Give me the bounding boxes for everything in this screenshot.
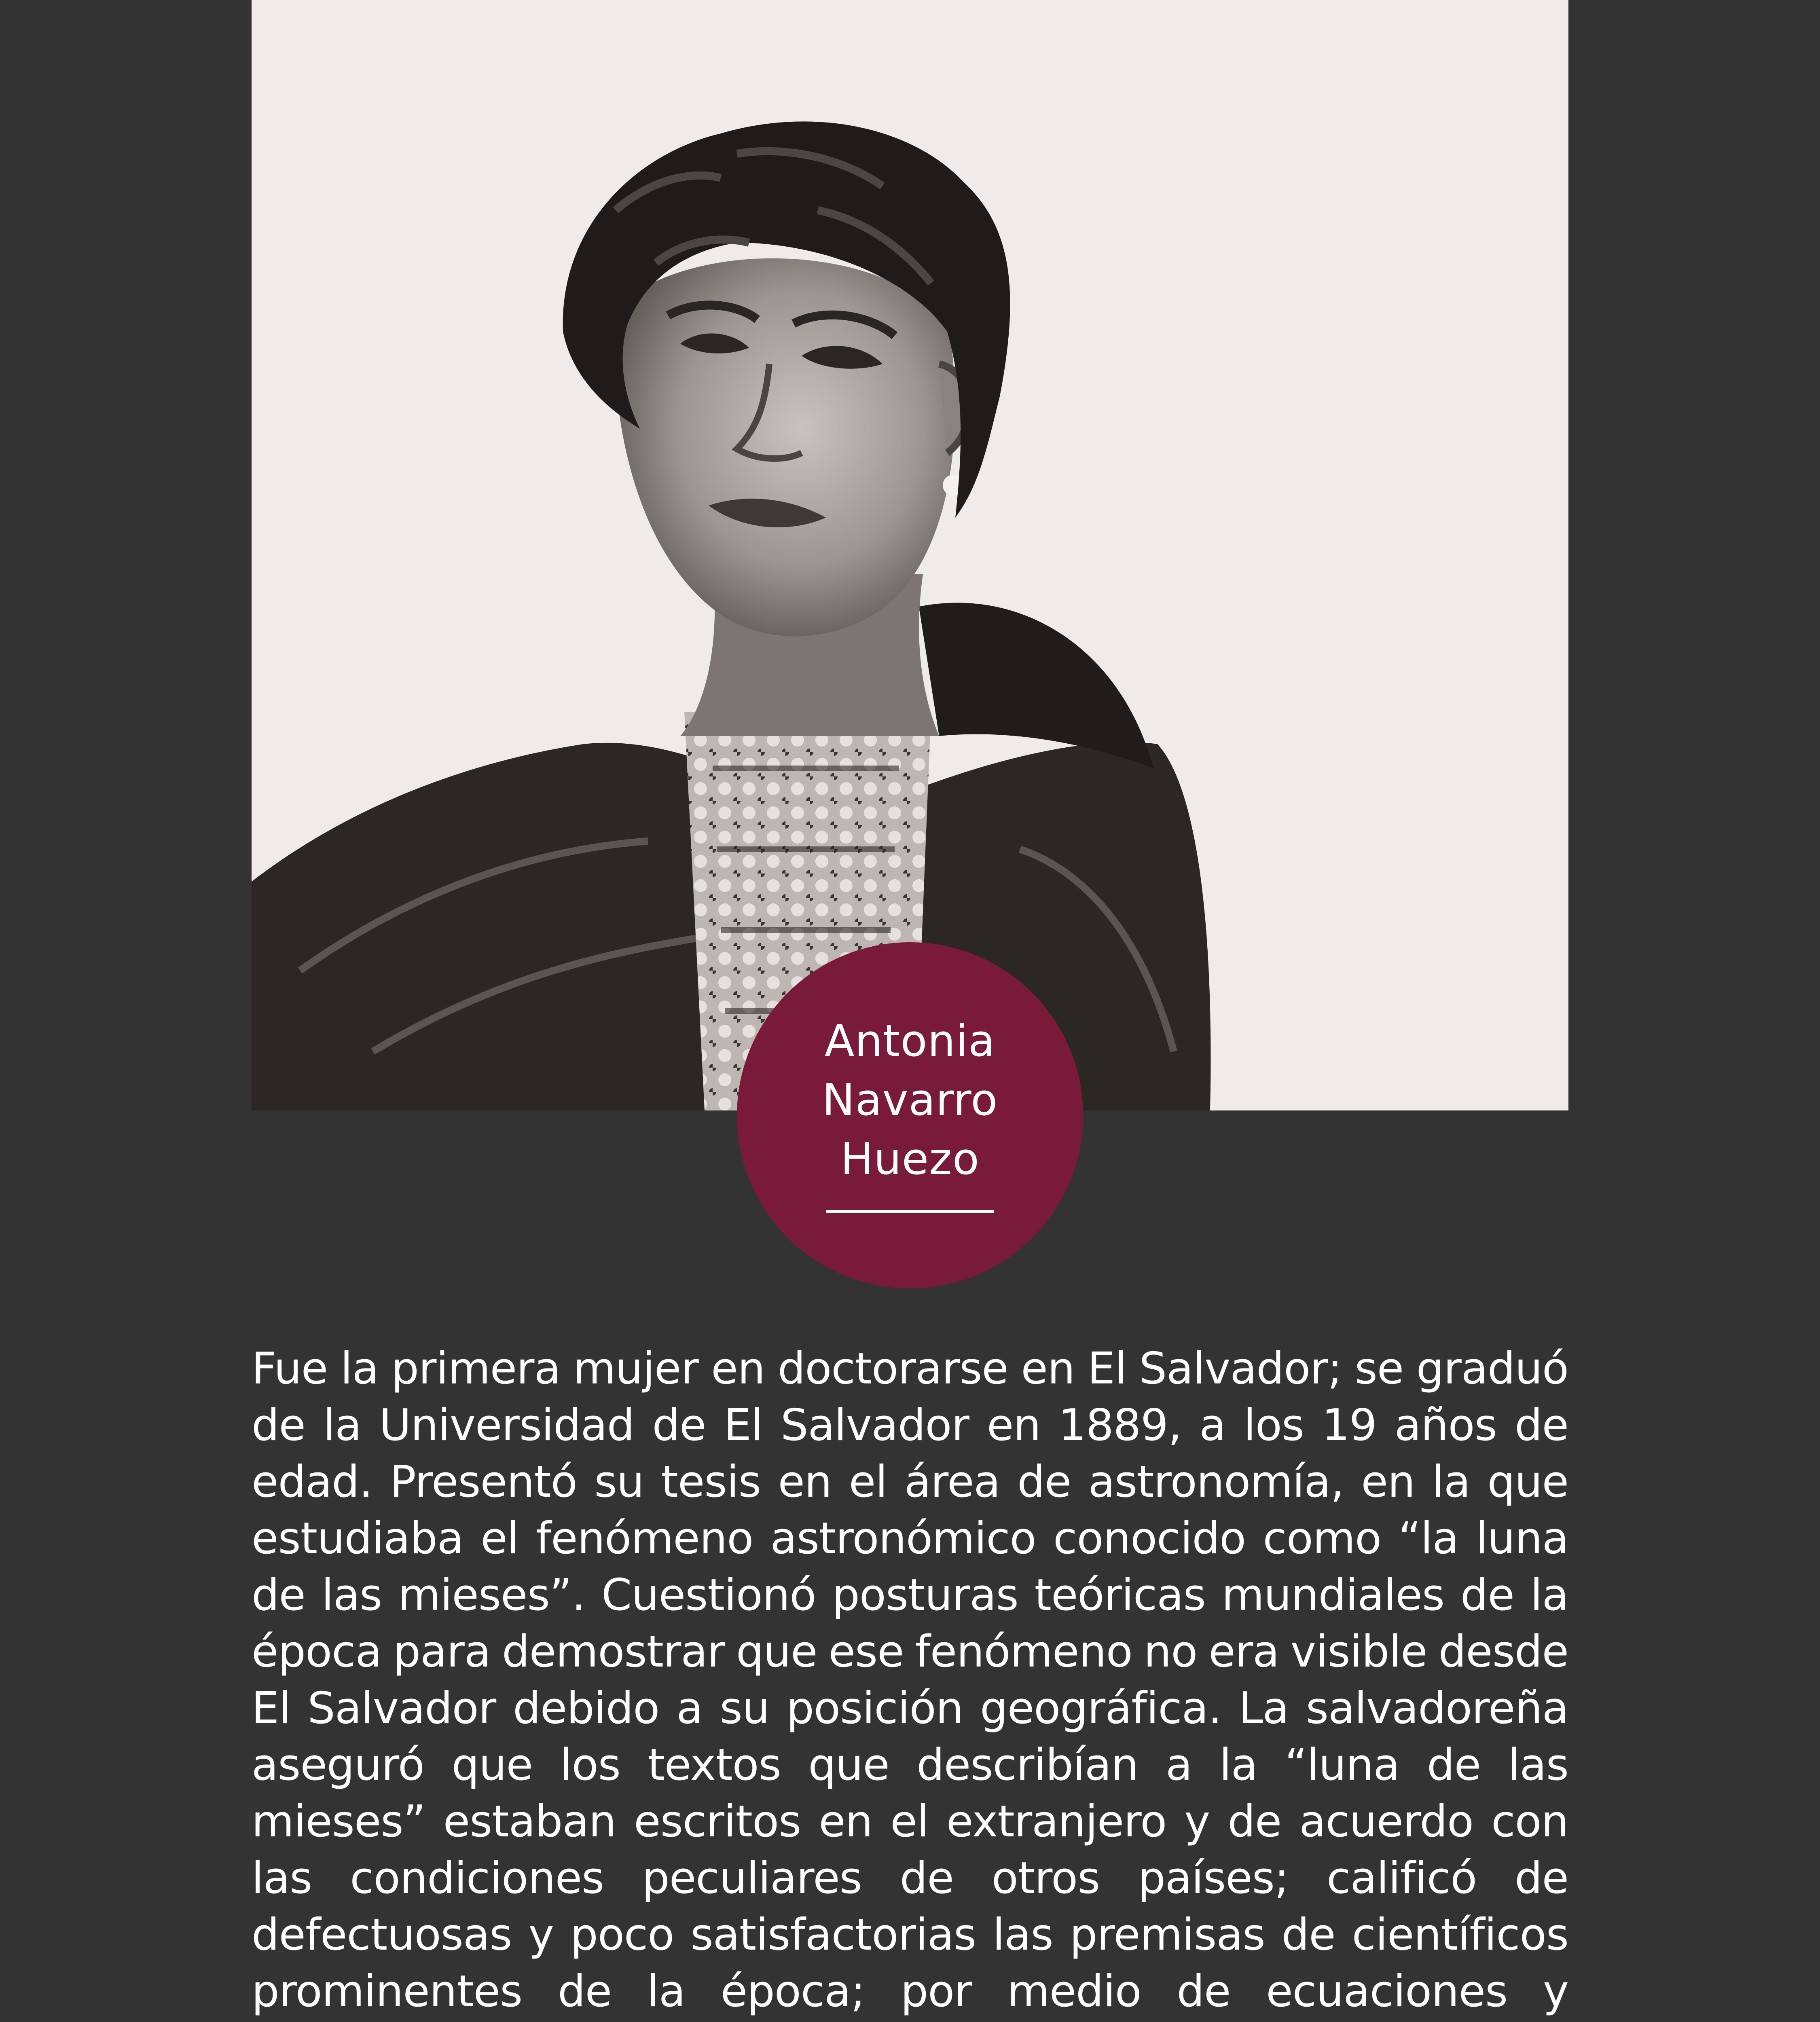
badge-last-name: Huezo bbox=[840, 1134, 980, 1184]
badge-divider bbox=[826, 1210, 994, 1213]
biography-paragraph: Fue la primera mujer en doctorarse en El Salvador; se graduó de la Universidad de El Salvador en 1889, a los 19 años de edad. Presentó su tesis en el área de astronomía, en la que estudiaba el fenómeno astronómico conocido como “la luna de las mieses”. Cuestionó posturas teóricas mundiales de la época para demostrar que ese fenómeno no era visible desde El Salvador debido a su posición geográfica. La salvadoreña aseguró que los textos que describían a la “luna de las mieses” estaban escritos en el extranjero y de acuerdo con las condiciones peculiares de otros países; calificó de defectuosas y poco satisfactorias las premisas de científicos prominentes de la época; por medio de ecuaciones y bbox=[252, 1343, 1568, 2017]
name-badge bbox=[737, 942, 1083, 1288]
badge-first-name: Antonia bbox=[824, 1016, 996, 1066]
badge-middle-name: Navarro bbox=[822, 1075, 998, 1125]
